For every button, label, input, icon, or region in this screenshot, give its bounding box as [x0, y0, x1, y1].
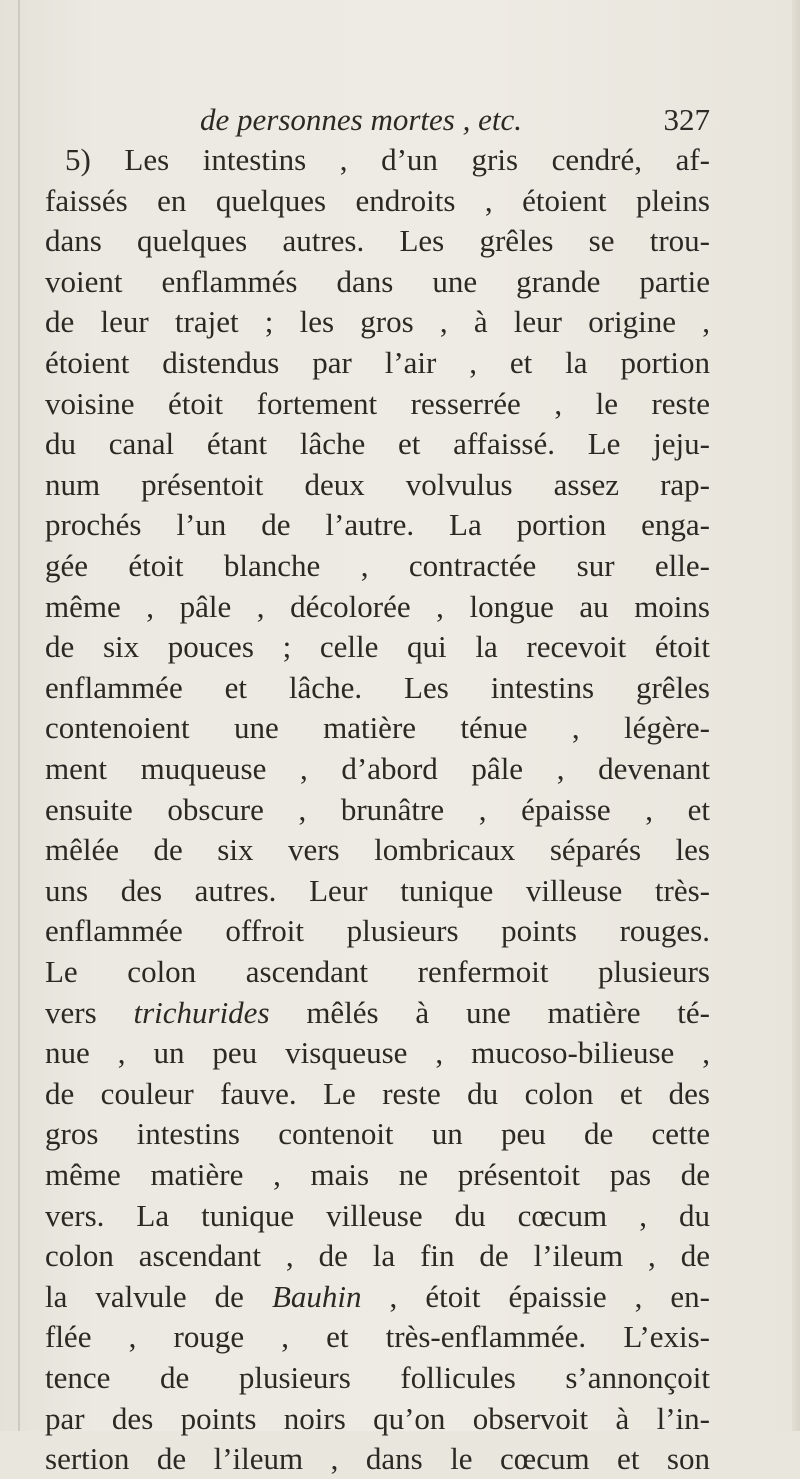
text-line: même matière , mais ne présentoit pas de — [45, 1157, 710, 1192]
text-line: Le colon ascendant renfermoit plusieurs — [45, 954, 710, 989]
text-line: enflammée offroit plusieurs points rouges. — [45, 913, 710, 948]
text-line: tence de plusieurs follicules s’annonçoit — [45, 1360, 710, 1395]
text-line: voient enflammés dans une grande partie — [45, 264, 710, 299]
text-line: par des points noirs qu’on observoit à l’in- — [45, 1401, 710, 1436]
text-line: du canal étant lâche et affaissé. Le jeju- — [45, 426, 710, 461]
italic-term: Bauhin — [271, 1279, 362, 1314]
text-segment: , étoit épaissie , en- — [361, 1279, 710, 1314]
text-line: ensuite obscure , brunâtre , épaisse , et — [45, 792, 710, 827]
page-header — [200, 100, 710, 140]
text-line: même , pâle , décolorée , longue au moins — [45, 589, 710, 624]
text-line: 5) Les intestins , d’un gris cendré, af- — [65, 142, 710, 177]
text-line: mêlée de six vers lombricaux séparés les — [45, 832, 710, 867]
text-segment: mêlés à une matière té- — [269, 995, 710, 1030]
text-line: dans quelques autres. Les grêles se trou- — [45, 223, 710, 258]
text-line — [45, 1277, 710, 1317]
text-line: uns des autres. Leur tunique villeuse très- — [45, 873, 710, 908]
page-number: 327 — [663, 102, 710, 137]
page-gutter-edge — [18, 0, 20, 1431]
italic-term: trichurides — [133, 995, 270, 1030]
text-line: colon ascendant , de la fin de l’ileum , de — [45, 1238, 710, 1273]
text-line: num présentoit deux volvulus assez rap- — [45, 467, 710, 502]
text-segment: vers — [45, 995, 134, 1030]
text-line: voisine étoit fortement resserrée , le reste — [45, 386, 710, 421]
text-line: sertion de l’ileum , dans le cœcum et son — [45, 1441, 710, 1476]
text-line: vers. La tunique villeuse du cœcum , du — [45, 1198, 710, 1233]
text-line: prochés l’un de l’autre. La portion enga- — [45, 507, 710, 542]
text-line: ment muqueuse , d’abord pâle , devenant — [45, 751, 710, 786]
text-line: faissés en quelques endroits , étoient pleins — [45, 183, 710, 218]
text-segment: la valvule de — [45, 1279, 272, 1314]
text-line: contenoient une matière ténue , légère- — [45, 710, 710, 745]
text-line — [45, 993, 710, 1033]
text-line: de six pouces ; celle qui la recevoit étoit — [45, 629, 710, 664]
text-line: de leur trajet ; les gros , à leur origine , — [45, 304, 710, 339]
text-line: de couleur fauve. Le reste du colon et des — [45, 1076, 710, 1111]
text-line: nue , un peu visqueuse , mucoso-bilieuse , — [45, 1035, 710, 1070]
running-head: de personnes mortes , etc. — [200, 102, 522, 137]
text-line: étoient distendus par l’air , et la portion — [45, 345, 710, 380]
text-line: enflammée et lâche. Les intestins grêles — [45, 670, 710, 705]
page-right-edge — [792, 0, 800, 1431]
text-line: gros intestins contenoit un peu de cette — [45, 1116, 710, 1151]
text-line: gée étoit blanche , contractée sur elle- — [45, 548, 710, 583]
text-line: flée , rouge , et très-enflammée. L’exis- — [45, 1319, 710, 1354]
